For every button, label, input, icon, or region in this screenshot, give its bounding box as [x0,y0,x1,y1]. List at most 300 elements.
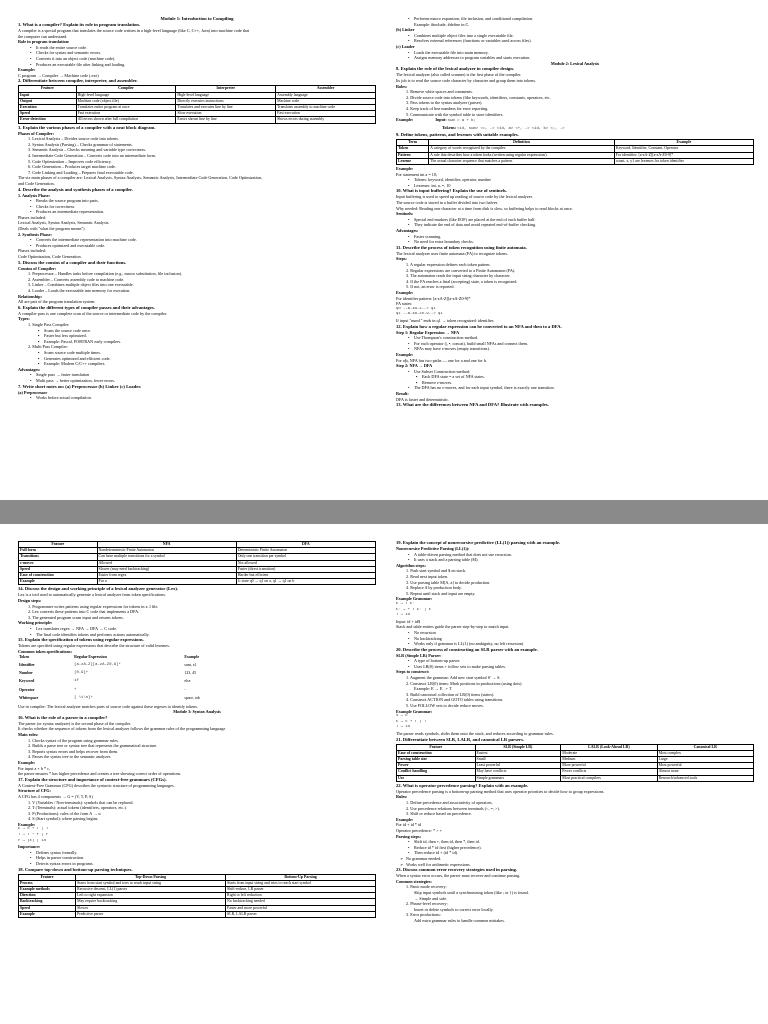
text-line: the parser ensures * has higher precedence and creates a tree showing correct order of operations. [18,771,182,777]
section-heading: 5. Discuss the cousins of a compiler and their functions. [18,259,127,265]
column-header: Top-Down Parsing [76,874,226,880]
nfa-dfa-table [18,541,376,585]
table-cell: Machine code (object file) [76,98,176,104]
token-example-input-key: Input: [435,117,447,123]
text-line: Common strategies: [396,878,432,884]
section-heading: 6. Explain the different types of compiler passes and their advantages. [18,304,155,310]
text-line: The parser reads symbols, shifts them onto the stack, and reduces according to grammar rules. [396,731,554,736]
token-example-tokens: <id, sum> <=, -> <id, a> <+, -> <id, b> <;, -> [457,126,565,131]
table-cell: [ \t\n]+ [74,696,93,701]
table-cell: Faster (direct transition) [236,566,375,572]
table-cell: Least powerful [475,763,561,769]
section-heading: 1. What is a compiler? Explain its role in program translation. [18,22,140,27]
section-heading: 20. Describe the process of constructing an SLR parser with an example. [396,646,538,652]
table-cell: The actual character sequence that matches a pattern. [429,158,615,164]
table-cell: Keyword, Identifier, Constant, Operator [614,146,753,152]
text-line: ▪ Remove ε-moves. [396,380,754,386]
text-line: Roles: [396,83,408,89]
table-cell: Example methods [19,887,76,893]
text-line: • Performs macro expansion, file inclusion, and conditional compilation. [396,16,754,22]
table-cell: Starts from start symbol and tries to reach input string [76,880,226,886]
table-cell: Right to left reduction [226,893,376,899]
text-line: 1. A regular expression defines each token pattern. [406,262,491,267]
text-line: • Resolves external references (functions or variables used across files). [396,38,754,44]
table-cell: Speed [19,905,76,911]
table-cell: Error detection [19,117,77,123]
top-down-bottom-up-table [18,874,376,918]
table-cell: δ: state q0 → q1 on a, q1 → q1 on b [236,579,375,585]
table-cell: Can have multiple transitions for a symbol [97,554,236,560]
text-line: A compiler pass is one complete scan of the source or intermediate code by the compiler. [18,310,168,316]
text-line: S → E [396,714,408,719]
text-line: A Context-Free Grammar (CFG) describes the syntactic structure of programming languages. [18,782,175,788]
text-line: Lex is a tool used to automatically generate a lexical analyzer from token specifications. [18,592,166,598]
text-line: The source code is stored in a buffer divided into two halves. [396,200,499,206]
text-line: • Tokens: keyword, identifier, operator, number [396,177,754,183]
text-line: Structure of CFG: [18,788,51,794]
text-line: 2. Lex converts these patterns into C code that implements a DFA. [28,609,140,615]
table-cell: Translates assembly to machine code [276,104,376,110]
table-cell: Translates and executes line by line [176,104,276,110]
table-cell: Directly executes instructions [176,98,276,104]
text-line: Steps: [396,256,407,262]
text-line: 1. Panic mode recovery: [406,884,447,890]
table-cell: Predictive parser [76,911,226,917]
table-cell: Most complex [657,750,753,756]
table-cell: Backtracking [19,899,76,905]
text-line: Common token specifications: [18,648,72,654]
table-cell: Slow execution [176,111,276,117]
text-line: 3. Semantic Analysis – Checks meaning and variable type correctness. [28,147,147,153]
token-example-tokens-key: Tokens: [442,124,457,130]
text-line: 3. Pass tokens to the syntax analyzer (parser). [406,100,483,106]
column-header: Feature [397,744,476,750]
text-line: Advantages: [18,366,41,372]
table-cell: Small [475,757,561,763]
text-line: Design steps: [18,598,42,604]
table-cell: Faster and more powerful [226,905,376,911]
section-heading: 16. What is the role of a parser in a compiler? [18,714,108,720]
text-line: For identifier pattern: [a-zA-Z][a-zA-Z0-9]* [396,295,471,301]
text-line: 2. Regular expressions are converted to a Finite Automaton (FA). [406,267,516,273]
text-line: Example: [18,759,36,765]
text-line: 2. Multi Pass Compiler: [28,344,69,350]
text-line: The lexical analyzer (also called scanner) is the first phase of the compiler. [396,72,522,78]
text-line: • Use Subset Construction method: [396,369,754,375]
table-cell: Fast execution [76,111,176,117]
text-line: 2. Construct LR(0) items: Mark positions in productions (using dots). [406,680,523,686]
text-line: 1. Augment the grammar: Add new start symbol S' → S. [406,675,501,681]
text-line: Nonrecursive Predictive Parsing (LL(1)): [396,546,470,551]
table-cell: space, tab [184,696,200,701]
token-example [396,117,754,132]
table-cell: Research/advanced tools [657,775,753,781]
text-line: Lexical Analysis, Syntax Analysis, Semantic Analysis. [18,220,110,226]
text-line: E → E + T | T [396,719,427,724]
text-line: 5. Use FOLLOW sets to decide reduce moves. [406,703,484,709]
text-line: For id + id * id [396,822,422,828]
table-cell: Medium [561,757,657,763]
text-line: • It uses a stack and a parsing table (M). [396,557,754,563]
table-cell: Power [397,763,476,769]
text-line: Code Optimization, Code Generation. [18,254,82,260]
page-2-right-column [384,524,768,1024]
page-1-right-column [384,0,768,500]
page-1 [0,0,768,500]
text-line: Stack and table entries guide the parser step-by-step to match input. [396,624,510,630]
table-row [19,117,376,123]
section-heading: 4. Describe the analysis and synthesis phases of a compiler. [18,186,133,192]
text-line: 2. Synthesis Phase: [18,231,52,237]
table-cell: Only one transition per symbol [236,554,375,560]
section-heading: 10. What is input buffering? Explain the use of sentinels. [396,188,507,194]
text-line: (c) Loader [396,43,415,49]
table-cell: else [184,679,191,684]
text-line: • Assigns memory addresses to program variables and starts execution. [396,55,754,61]
table-cell: Starts from input string and tries to reach start symbol [226,880,376,886]
text-line: • They indicate the end of data and avoid repeated end-of-buffer checking. [396,222,754,228]
p1-left-block-a [18,16,376,84]
text-line: 4. Keep track of line numbers for error reporting. [406,105,489,111]
text-line: Step 1: Regular Expression → NFA [396,329,460,335]
table-cell: Easiest [475,750,561,756]
column-header: Regular Expression [74,655,107,660]
p2-left-block-b [18,704,376,873]
text-line: (b) Linker [396,27,415,33]
text-line: Module 3: Syntax Analysis [173,709,221,715]
text-line: Algorithm steps: [396,562,426,568]
text-line: If input "num1" ends in q1 → token recognized: identifier. [396,317,495,323]
text-line: • Then reduce id + (id * id). [396,850,754,856]
table-cell: For identifier: [a-zA-Z][a-zA-Z0-9]* [614,152,753,158]
text-line: 1. Programmer writes patterns using regular expressions for tokens in a .l file. [28,603,159,609]
token-pattern-lexeme-table [396,139,754,165]
text-line: For a|b, NFA has two paths — one for a and one for b. [396,357,487,363]
table-cell: Lexeme [397,158,429,164]
text-line: Operator precedence parsing is a bottom-up parsing method that uses operator priorities to decide how to group expressions. [396,788,605,794]
text-line: Module 2: Lexical Analysis [550,60,600,66]
table-cell: Nondeterministic Finite Automaton [97,548,236,554]
table-row [18,661,269,669]
text-line: • Shift id, then +, then id, then *, then id. [396,839,754,845]
text-line: → Simple and safe. [414,895,448,901]
text-line: • Defines syntax formally. [18,850,376,856]
text-line: 2. T (Terminals): actual tokens (identifiers, operators, etc.). [28,805,127,811]
token-spec-table [18,655,269,702]
text-line: A compiler is a special program that translates the source code written in a high-level language (like C, C++, Java) into machine code that [18,28,250,33]
text-line: Example: #include, #define in C. [414,21,470,27]
text-line: 2. Use precedence relations between terminals (<, =, >). [406,805,500,811]
text-line: • Produces an intermediate representation. [18,209,376,215]
text-line: • Converts the intermediate representation into machine code. [18,237,376,243]
text-line: Cousins of Compiler: [18,265,57,271]
column-header: Interpreter [176,86,276,92]
table-cell: Transitions [19,554,98,560]
column-header: Example [184,655,200,660]
text-line: (Deals with "what the program means") [18,226,85,232]
text-line: 2. Phrase-level recovery: [406,901,448,907]
text-line: 3. The automaton reads the input string character by character. [406,273,511,279]
text-line: T → id [396,725,411,730]
text-line: Types: [18,316,30,322]
column-header: NFA [97,542,236,548]
text-line: 2. Assembler – Converts assembly code to machine code. [28,276,125,282]
text-line: • The DFA has no ε-moves, and for each input symbol, there is exactly one transition. [396,385,754,391]
column-header: Feature [19,874,76,880]
text-line: 3. P (Productions): rules of the form A → α [28,810,101,816]
text-line: ▪ Each DFA state = a set of NFA states. [396,374,754,380]
table-cell: 123, 45 [184,670,197,675]
text-line: DFA is faster and deterministic. [396,396,450,402]
table-row [397,775,754,781]
text-line: For statement int a = 10; [396,171,438,177]
text-line: Parsing steps: [396,833,422,839]
column-header: Example [614,140,753,146]
section-heading: 2. Differentiate between compiler, interpreter, and assembler. [18,78,138,84]
text-line: C program → Compiler → Machine code (.exe) [18,72,99,78]
table-cell: Not allowed [236,560,375,566]
text-line: Insert or delete symbols to correct error locally. [414,906,494,912]
section-heading: 18. Compare top-down and bottom-up parsing techniques. [18,866,133,872]
table-cell: Pattern [397,152,429,158]
text-line: • It reads the entire source code. [18,45,376,51]
text-line: When a syntax error occurs, the parser must recover and continue parsing. [396,873,521,879]
text-line: 4. Construct ACTION and GOTO tables using transitions. [406,697,504,703]
text-line: Phases included: [18,248,47,254]
table-cell: Fast execution [276,111,376,117]
text-line: 1. Remove white spaces and comments. [406,89,473,95]
text-line: Role in program translation: [18,39,70,45]
table-cell: Keyword [19,679,35,684]
text-line: It checks whether the sequence of tokens from the lexical analyzer follows the grammar rules of the programming language. [18,726,227,732]
text-line: 4. Passes the syntax tree to the semantic analyzer. [28,754,112,760]
text-line: Example: [396,351,414,357]
text-line: 5. Code Optimization – Improves code efficiency. [28,158,112,164]
table-cell: May have conflicts [475,769,561,775]
text-line: 3. Error productions: [406,912,442,918]
column-header: Canonical LR [657,744,753,750]
section-heading: 8. Explain the role of the lexical analyzer in compiler design. [396,66,514,72]
table-cell: Most practical compilers [561,775,657,781]
text-line: • Detects syntax errors in programs. [18,861,376,867]
text-line: • For each operator (|, •, concat), build small NFAs and connect them. [396,341,754,347]
table-cell: Full form [19,548,98,554]
table-row [19,911,376,917]
p1-right-block-b [396,132,754,138]
text-line: Importance: [18,844,41,850]
text-line: 5. Repeat until stack and input are empty. [406,590,476,596]
section-heading: 11. Describe the process of token recognition using finite automata. [396,244,527,250]
text-line: F → (E) | id [18,838,47,843]
table-cell: Ease of construction [19,573,98,579]
table-cell: Example [19,911,76,917]
text-line: Input buffering is used to speed up reading of source code by the lexical analyzer. [396,194,533,200]
text-line: Example: [396,289,414,295]
text-line: • No need for extra boundary checks. [396,239,754,245]
text-line: • Works before actual compilation. [18,395,376,401]
table-cell: Deterministic Finite Automaton [236,548,375,554]
text-line: • Lexemes: int, a, =, 10 [396,183,754,189]
text-line: ▪ Generates optimized and efficient code. [18,356,376,362]
table-row [18,669,269,677]
table-cell: [a-zA-Z][a-zA-Z0-9]* [74,662,121,667]
text-line: 5. If not, an error is reported. [406,284,455,290]
table-cell: Large [657,757,753,763]
table-cell: All errors shown after full compilation [76,117,176,123]
text-line: 6. Code Generation – Produces target machine code. [28,164,116,170]
text-line: • The final code identifies tokens and performs actions automatically. [18,632,376,638]
section-heading: 3. Explain the various phases of a compiler with a neat block diagram. [18,124,156,130]
text-line: • Loads the executable file into main memory. [396,50,754,56]
column-header: Assembler [276,86,376,92]
text-line: ➢ Works well for arithmetic expressions. [396,862,754,868]
section-heading: 21. Differentiate between SLR, LALR, and canonical LR parsers. [396,736,525,742]
table-cell: Speed [19,566,98,572]
text-line: Example Grammar: [396,708,433,714]
text-line: • Produces optimized and executable code. [18,243,376,249]
section-heading: 23. Discuss common error recovery strategies used in parsing. [396,867,517,873]
text-line: Example: [396,816,414,822]
table-row [19,579,376,585]
table-cell: + [74,687,77,692]
compiler-interpreter-assembler-table [18,85,376,123]
p2-left-block-a [18,586,376,654]
text-line: Step 2: NFA → DFA [396,363,433,369]
text-line: ▪ Example: Pascal, FORTRAN early compilers. [18,339,376,345]
text-line: ➢ No grammar needed. [396,856,754,862]
text-line: Rules: [396,794,408,800]
section-heading: 19. Explain the concept of nonrecursive predictive (LL(1)) parsing with an example. [396,540,561,545]
table-cell: count, x, y1 are lexemes for token identifier [614,158,753,164]
column-header: Bottom-Up Parsing [226,874,376,880]
text-line: 4. Replace A by production body. [406,585,462,591]
text-line: FA states: [396,301,413,307]
text-line: Tokens are specified using regular expressions that describe the structure of valid lexemes. [18,643,170,649]
column-header: DFA [236,542,375,548]
text-line: • Produces an executable file after linking and loading. [18,62,376,68]
column-header: Feature [19,86,77,92]
text-line: • Multi pass → better optimization, fewer errors. [18,378,376,384]
table-row [18,694,269,702]
text-line: Relationship: [18,293,42,299]
text-line: Add extra grammar rules to handle common mistakes. [414,917,505,923]
text-line: Advantages: [396,228,419,234]
text-line: Input: id + id$ [396,618,421,624]
table-cell: Number [19,670,33,675]
table-cell: A category of words recognized by the compiler. [429,146,615,152]
text-line: Working principle: [18,620,53,626]
text-line: For input a + b * c, [18,765,51,771]
page-2 [0,524,768,1024]
text-line: • Combines multiple object files into a single executable file. [396,33,754,39]
text-line: 1. Analysis Phase: [18,192,50,198]
column-header: LALR (Look-Ahead LR) [561,744,657,750]
text-line: 3. Reports syntax errors and helps recover from them. [28,748,119,754]
text-line: 1. Single Pass Compiler: [28,321,70,327]
table-cell: Recursive descent, LL(1) parser [76,887,226,893]
table-cell: A rule that describes how a token looks (written using regular expressions). [429,152,615,158]
table-cell: Token [397,146,429,152]
section-heading: 22. What is operator precedence parsing? Explain with an example. [396,782,529,788]
text-line: • Faster scanning. [396,234,754,240]
text-line: 2. Read next input token. [406,573,449,579]
table-cell: Allowed [97,560,236,566]
text-line: Example: [18,821,36,827]
text-line: 4. Intermediate Code Generation – Converts code into an intermediate form. [28,152,156,158]
table-cell: Machine code [276,98,376,104]
section-heading: Module 1: Introduction to Compiling [160,16,234,21]
table-cell: Fewer conflicts [561,769,657,775]
column-header: SLR (Simple LR) [475,744,561,750]
page-1-left-column [0,0,384,500]
text-line: • Use Thompson's construction method. [396,335,754,341]
table-cell: Operator [19,687,35,692]
table-cell: - [184,687,186,692]
table-cell: Harder but efficient [236,573,375,579]
text-line: q0 --a-zA-Z--> q1 [396,306,436,311]
text-line: • Breaks the source program into parts. [18,198,376,204]
text-line: ▪ Scans source code multiple times. [18,350,376,356]
table-cell: Speed [19,111,77,117]
token-example-label: Example: [396,117,414,123]
table-cell: SLR, LALR parser [226,911,376,917]
text-line: Example: [396,166,414,172]
text-line: 5. Communicate with the symbol table to store identifiers. [406,111,504,117]
table-cell: ε-moves [19,560,98,566]
table-cell: May require backtracking [76,899,226,905]
text-line: The parser (or syntax analyzer) is the second phase of the compiler. [18,720,132,726]
text-line: 1. Lexical Analysis – Divides source code into tokens. [28,136,119,142]
section-heading: 7. Write short notes on: (a) Preprocessor (b) Linker (c) Loader. [18,383,142,389]
table-cell: Slower [76,905,226,911]
table-row [397,158,754,164]
slr-lalr-clr-table [396,744,754,782]
section-heading: 13. What are the differences between NFA and DFA? Illustrate with examples. [396,402,549,408]
text-line: ▪ Faster but less optimized. [18,333,376,339]
text-line: 3. Build canonical collection of LR(0) items (states). [406,691,495,697]
text-line: 4. If the FA reaches a final (accepting) state, a token is recognized. [406,278,518,284]
table-cell: Most powerful [657,763,753,769]
table-cell: Translates entire program at once [76,104,176,110]
text-line: q1 --a-zA-Z0-9--> q1 [396,312,443,317]
table-cell: Conflict handling [397,769,476,775]
table-cell: High-level language [176,92,276,98]
table-cell: if [74,679,79,684]
text-line: 3. Linker – Combines multiple object files into one executable. [28,282,134,288]
text-line: 1. Define precedence and associativity of operators. [406,800,493,805]
text-line: The lexical analyzer uses finite automata (FA) to recognize tokens. [396,250,509,256]
text-line: Sentinels: [396,211,414,217]
text-line: • Helps in parser construction. [18,855,376,861]
table-cell: [0-9]+ [74,670,89,675]
table-cell: Parsing table size [397,757,476,763]
text-line: 3. Use parsing table M[A, a] to decide production. [406,579,491,585]
text-line: E' → + T E' | ε [396,607,432,612]
text-line: SLR (Simple LR) Parser: [396,652,442,658]
table-cell: Example [19,579,98,585]
table-cell: Moderate [561,750,657,756]
text-line: All are part of the program translation system. [18,299,96,305]
table-cell: Use [397,775,476,781]
text-line: T → id [396,613,411,618]
text-line: A CFG has 4 components → G = (V, T, P, S) [18,793,93,799]
section-heading: 14. Discuss the design and working principle of a lexical analyzer generator (Lex). [18,586,179,592]
table-cell: Slower (may need backtracking) [97,566,236,572]
text-line: ▪ Scans the source code once. [18,328,376,334]
text-line: Example: E → E . + T [414,686,452,692]
table-cell: Whitespace [19,696,39,701]
table-cell: Shift-reduce, LR parser [226,887,376,893]
